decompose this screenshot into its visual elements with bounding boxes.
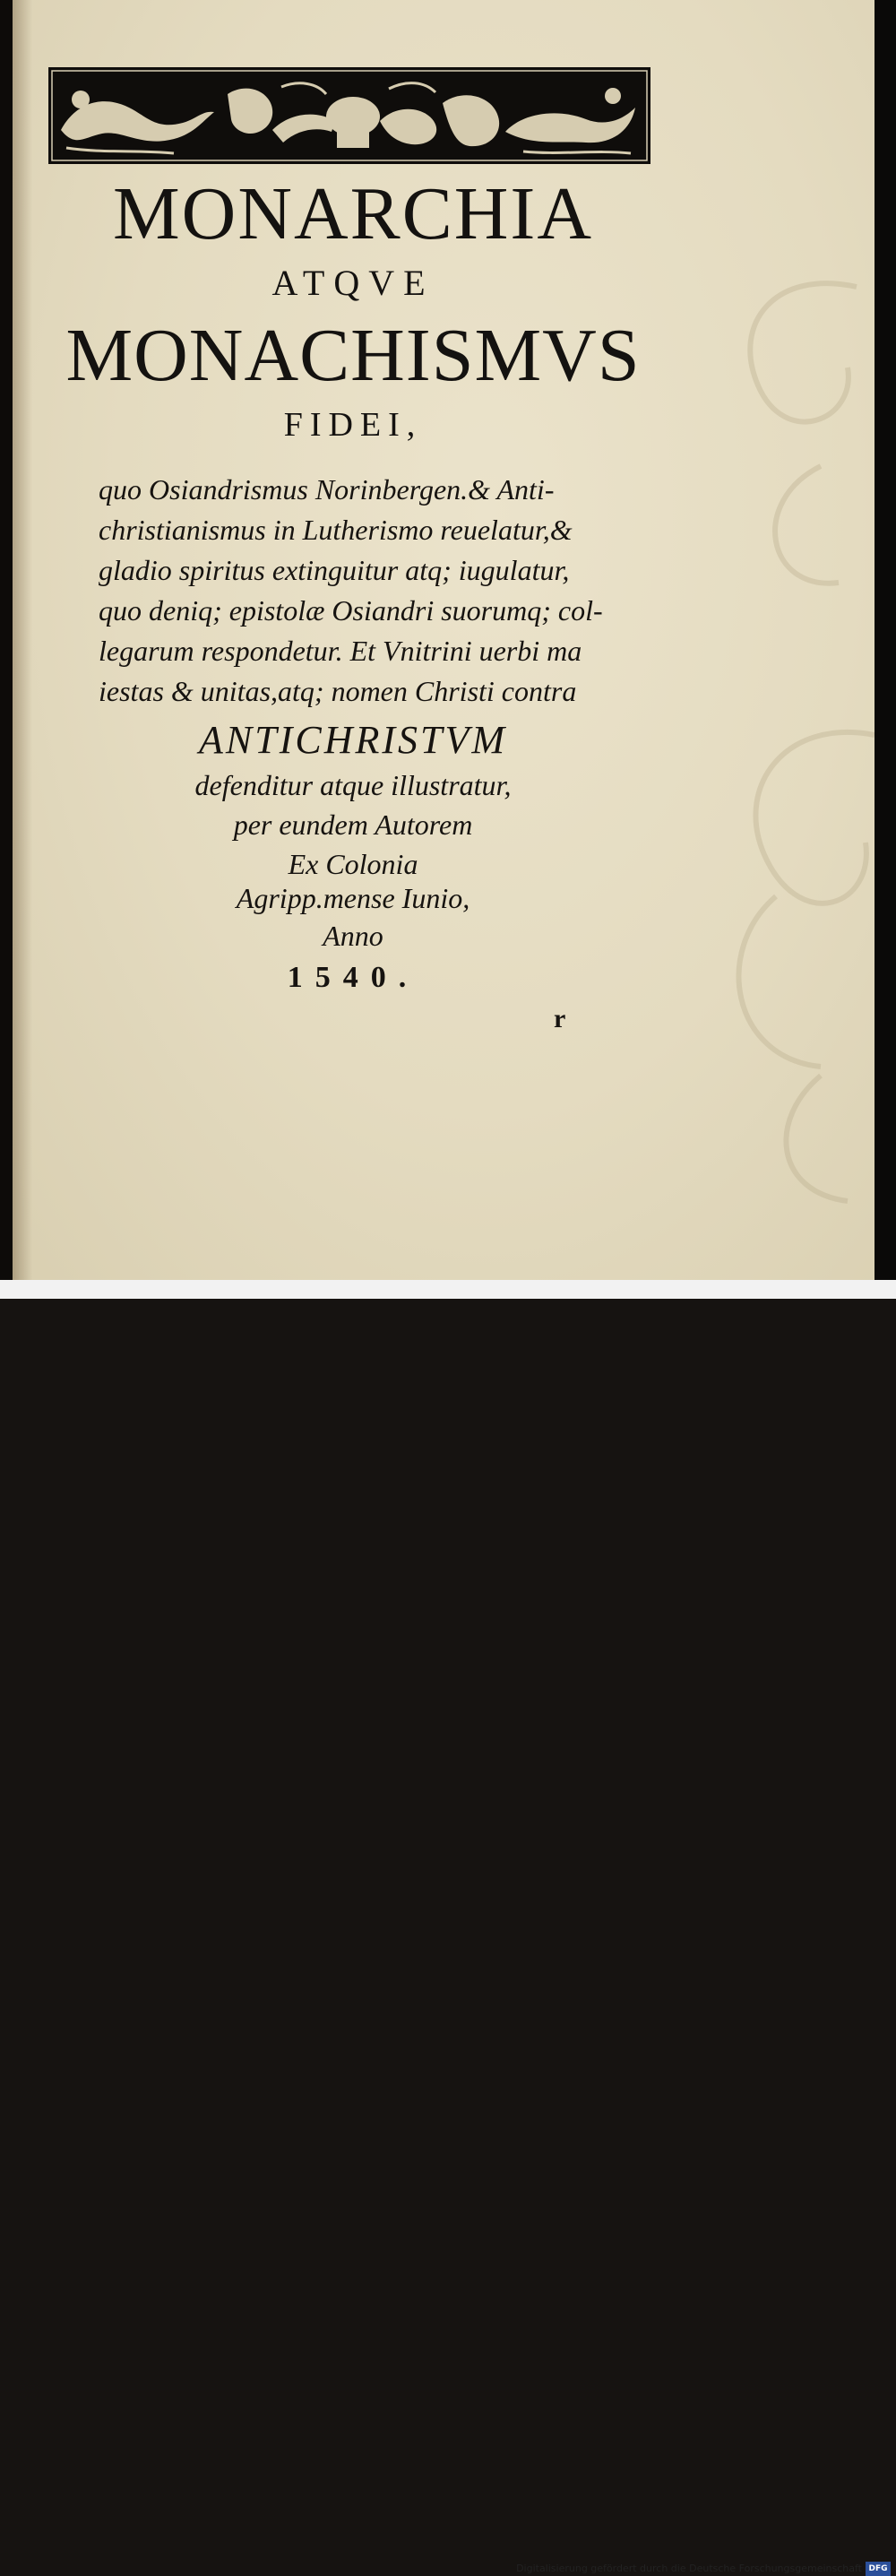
- signature-mark: r: [554, 1004, 566, 1033]
- title-fidei: FIDEI,: [283, 406, 423, 444]
- dfg-logo: DFG: [866, 2562, 891, 2576]
- digitization-credit: Digitalisierung gefördert durch die Deutsche Forschungsgemeinschaft: [516, 2563, 862, 2574]
- body-line-2: christianismus in Lutherismo reuelatur,&: [99, 514, 573, 546]
- body-line-3: gladio spiritus extinguitur atq; iugulatur,: [99, 554, 570, 586]
- scan-frame-right: [874, 0, 896, 1282]
- title-atque: ATQVE: [271, 263, 435, 303]
- imprint-line-3: Ex Colonia: [288, 848, 418, 880]
- title-monarchia: MONARCHIA: [112, 172, 594, 255]
- imprint-line-2: per eundem Autorem: [233, 808, 473, 841]
- body-line-4: quo deniq; epistolæ Osiandri suorumq; col-: [99, 594, 603, 627]
- woodcut-ornament-banner: [48, 67, 650, 164]
- title-monachismus: MONACHISMVS: [65, 314, 641, 397]
- antichristum-heading: ANTICHRISTVM: [199, 718, 507, 762]
- body-line-6: iestas & unitas,atq; nomen Christi contra: [99, 675, 577, 707]
- scan-frame-left: [0, 0, 13, 1282]
- title-page: [13, 0, 874, 1280]
- imprint-line-5: Anno: [323, 920, 383, 952]
- body-line-5: legarum respondetur. Et Vnitrini uerbi ma: [99, 635, 582, 667]
- imprint-line-1: defenditur atque illustratur,: [194, 769, 512, 801]
- footer-bar: [0, 1280, 896, 2574]
- body-line-1: quo Osiandrismus Norinbergen.& Anti-: [99, 473, 555, 506]
- imprint-line-4: Agripp.mense Iunio,: [236, 882, 470, 914]
- publication-year: 1540.: [287, 961, 419, 994]
